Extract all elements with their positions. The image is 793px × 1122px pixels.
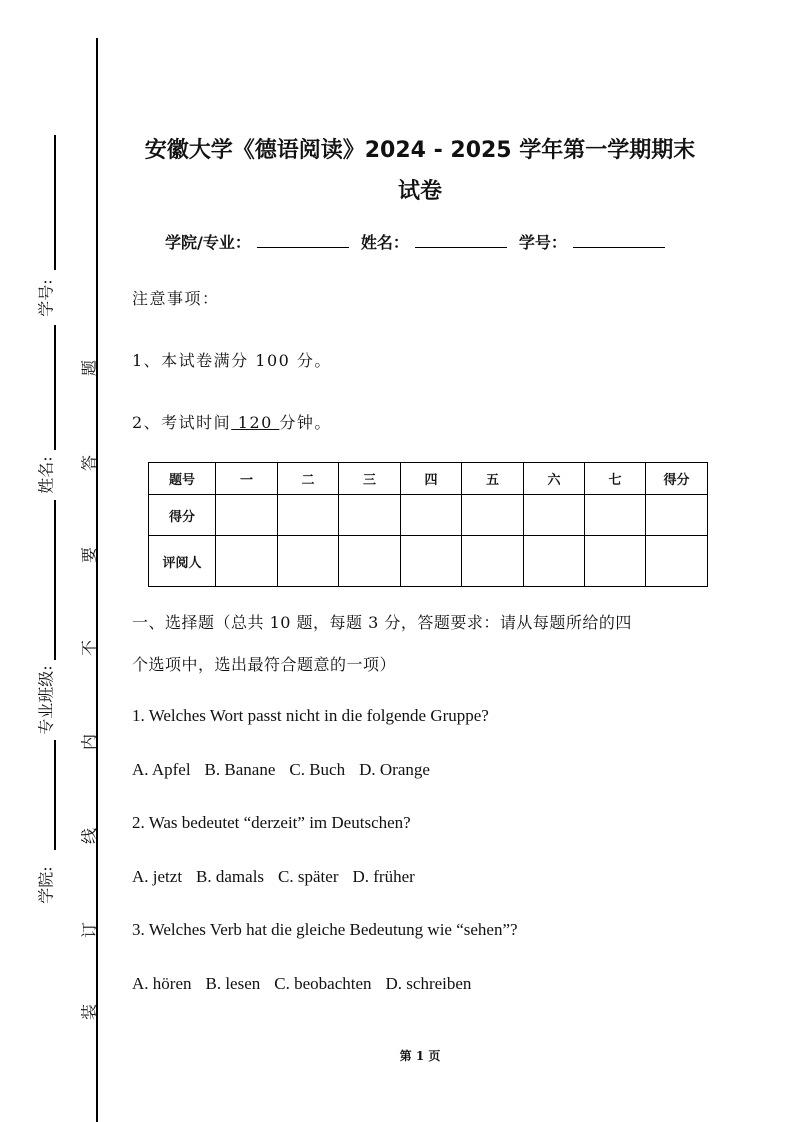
note-prefix: 2、考试时间 xyxy=(132,413,232,432)
seal-char: 不 xyxy=(79,639,99,657)
reviewer-cell[interactable] xyxy=(339,536,401,587)
score-cell[interactable] xyxy=(462,495,524,536)
seal-char: 题 xyxy=(79,359,99,377)
option[interactable]: D. früher xyxy=(352,867,415,886)
option[interactable]: C. Buch xyxy=(289,760,346,779)
name-blank[interactable] xyxy=(415,233,507,248)
score-cell[interactable] xyxy=(524,495,585,536)
margin-college-label: 学院: xyxy=(36,866,56,904)
question-2: 2. Was bedeutet “derzeit” im Deutschen? xyxy=(132,813,411,832)
seal-char: 要 xyxy=(79,546,99,564)
reviewer-cell[interactable] xyxy=(401,536,462,587)
reviewer-cell[interactable] xyxy=(524,536,585,587)
row-label: 得分 xyxy=(149,495,216,536)
table-header: 二 xyxy=(278,463,339,495)
score-cell[interactable] xyxy=(401,495,462,536)
reviewer-cell[interactable] xyxy=(278,536,339,587)
option[interactable]: A. hören xyxy=(132,974,192,993)
page-number: 第 1 页 xyxy=(399,1049,441,1063)
exam-title-line2: 试卷 xyxy=(397,179,442,204)
reviewer-cell[interactable] xyxy=(585,536,646,587)
table-row xyxy=(149,495,708,536)
college-label: 学院/专业： xyxy=(165,233,251,252)
margin-student-id-label: 学号: xyxy=(36,279,56,317)
note-item xyxy=(132,410,332,433)
seal-char: 内 xyxy=(79,733,99,751)
option[interactable]: B. damals xyxy=(196,867,265,886)
note-suffix: 分钟。 xyxy=(279,413,332,432)
field-line xyxy=(54,500,56,660)
notes-heading: 注意事项： xyxy=(132,289,220,308)
table-header: 四 xyxy=(401,463,462,495)
question-1-options xyxy=(132,760,444,780)
option[interactable]: B. Banane xyxy=(204,760,276,779)
table-header: 五 xyxy=(462,463,524,495)
option[interactable]: B. lesen xyxy=(205,974,261,993)
score-table xyxy=(148,462,708,587)
option[interactable]: A. Apfel xyxy=(132,760,191,779)
table-row xyxy=(149,536,708,587)
question-3: 3. Welches Verb hat die gleiche Bedeutung wie “sehen”? xyxy=(132,920,518,939)
id-label: 学号： xyxy=(518,233,567,252)
table-header: 一 xyxy=(216,463,278,495)
score-cell[interactable] xyxy=(278,495,339,536)
score-cell[interactable] xyxy=(216,495,278,536)
exam-title: 安徽大学《德语阅读》2024 - 2025 学年第一学期期末 xyxy=(144,138,696,163)
seal-char: 答 xyxy=(79,454,99,472)
score-cell[interactable] xyxy=(646,495,708,536)
name-label: 姓名： xyxy=(360,233,409,252)
score-cell[interactable] xyxy=(585,495,646,536)
question-1: 1. Welches Wort passt nicht in die folgende Gruppe? xyxy=(132,706,489,725)
table-header-row xyxy=(149,463,708,495)
field-line xyxy=(54,325,56,450)
note-item: 1、本试卷满分 100 分。 xyxy=(132,351,332,370)
option[interactable]: C. beobachten xyxy=(274,974,372,993)
seal-char: 装 xyxy=(79,1003,99,1021)
section-heading-line2: 个选项中，选出最符合题意的一项） xyxy=(132,655,397,674)
seal-char: 订 xyxy=(79,921,99,939)
table-header: 三 xyxy=(339,463,401,495)
margin-class-label: 专业班级: xyxy=(36,665,56,735)
row-label: 评阅人 xyxy=(149,536,216,587)
section-heading: 一、选择题（总共 10 题，每题 3 分，答题要求：请从每题所给的四 xyxy=(132,613,632,632)
table-header: 得分 xyxy=(646,463,708,495)
margin-name-label: 姓名: xyxy=(36,456,56,494)
table-header: 六 xyxy=(524,463,585,495)
score-cell[interactable] xyxy=(339,495,401,536)
table-header: 七 xyxy=(585,463,646,495)
student-info-row xyxy=(165,230,677,253)
option[interactable]: D. schreiben xyxy=(385,974,472,993)
id-blank[interactable] xyxy=(573,233,665,248)
reviewer-cell[interactable] xyxy=(646,536,708,587)
question-2-options xyxy=(132,867,429,887)
option[interactable]: C. später xyxy=(278,867,339,886)
college-blank[interactable] xyxy=(257,233,349,248)
field-line xyxy=(54,740,56,850)
table-header: 题号 xyxy=(149,463,216,495)
question-3-options xyxy=(132,974,485,994)
option[interactable]: D. Orange xyxy=(359,760,430,779)
seal-char: 线 xyxy=(79,827,99,845)
option[interactable]: A. jetzt xyxy=(132,867,183,886)
reviewer-cell[interactable] xyxy=(216,536,278,587)
exam-duration: 120 xyxy=(231,413,280,432)
reviewer-cell[interactable] xyxy=(462,536,524,587)
